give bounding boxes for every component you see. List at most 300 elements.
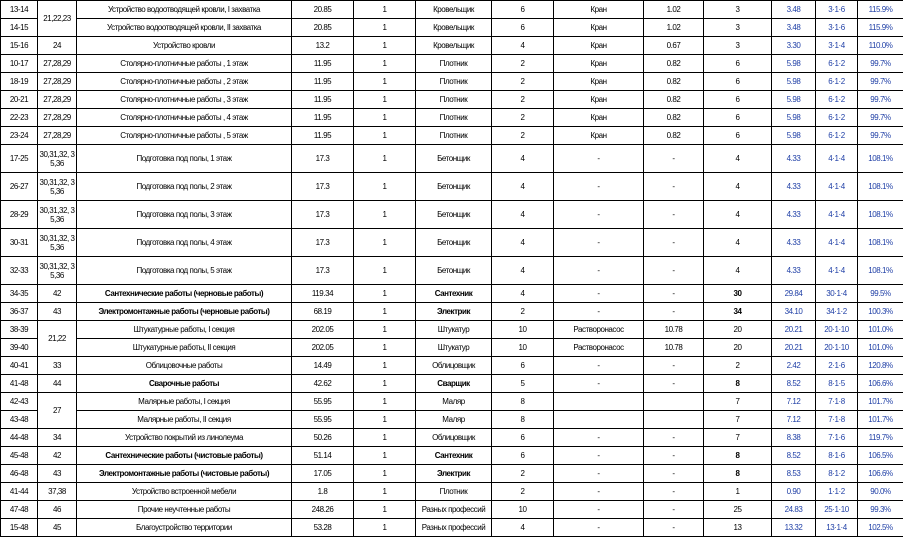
cell-workers: 4 [492,201,554,229]
cell-shift: 1 [354,321,416,339]
cell-prof: Плотник [416,55,492,73]
cell-mach: Кран [554,109,644,127]
cell-num: 32-33 [1,257,38,285]
cell-t2: 30·1·4 [816,285,858,303]
cell-num: 45-48 [1,447,38,465]
cell-volume: 17.3 [292,173,354,201]
cell-mach-val: 0.82 [644,109,704,127]
table-row [1,321,903,339]
cell-days: 6 [704,73,772,91]
table-row [1,127,903,145]
cell-shift: 1 [354,447,416,465]
cell-mach-val: - [644,145,704,173]
cell-shift: 1 [354,375,416,393]
cell-workers: 2 [492,483,554,501]
cell-t1: 7.12 [772,411,816,429]
cell-workers: 4 [492,285,554,303]
cell-mach: - [554,447,644,465]
cell-shift: 1 [354,519,416,537]
cell-t1: 0.90 [772,483,816,501]
cell-workers: 4 [492,145,554,173]
cell-t2: 6·1·2 [816,55,858,73]
cell-mach: Кран [554,19,644,37]
cell-shift: 1 [354,19,416,37]
cell-mach-val: 0.82 [644,91,704,109]
cell-prof: Электрик [416,465,492,483]
cell-mach: - [554,519,644,537]
table-row [1,357,903,375]
cell-t1: 5.98 [772,91,816,109]
cell-days: 6 [704,109,772,127]
cell-t1: 5.98 [772,55,816,73]
cell-workers: 4 [492,229,554,257]
cell-t1: 13.32 [772,519,816,537]
cell-name: Подготовка под полы, 1 этаж [77,145,292,173]
cell-prev: 42 [38,447,77,465]
cell-prof: Облицовщик [416,429,492,447]
cell-pct: 99.7% [858,55,903,73]
cell-t2: 1·1·2 [816,483,858,501]
cell-workers: 2 [492,465,554,483]
table-row [1,73,903,91]
cell-t2: 3·1·6 [816,19,858,37]
cell-workers: 10 [492,321,554,339]
table-row [1,285,903,303]
cell-num: 40-41 [1,357,38,375]
cell-pct: 120.8% [858,357,903,375]
cell-prof: Сварщик [416,375,492,393]
cell-prev: 30,31,32, 35,36 [38,229,77,257]
cell-mach: - [554,465,644,483]
cell-name: Подготовка под полы, 3 этаж [77,201,292,229]
cell-t2: 6·1·2 [816,91,858,109]
cell-name: Столярно-плотничные работы , 3 этаж [77,91,292,109]
cell-t1: 34.10 [772,303,816,321]
cell-prev: 46 [38,501,77,519]
table-row [1,393,903,411]
cell-prof: Маляр [416,393,492,411]
cell-mach-val: - [644,483,704,501]
cell-days: 20 [704,339,772,357]
cell-mach-val: - [644,357,704,375]
cell-t2: 4·1·4 [816,229,858,257]
cell-pct: 99.7% [858,109,903,127]
cell-mach-val: - [644,375,704,393]
cell-volume: 202.05 [292,321,354,339]
cell-days: 7 [704,429,772,447]
cell-days: 8 [704,447,772,465]
cell-shift: 1 [354,429,416,447]
cell-num: 41-48 [1,375,38,393]
cell-t1: 8.53 [772,465,816,483]
cell-name: Столярно-плотничные работы , 5 этаж [77,127,292,145]
cell-t2: 20·1·10 [816,339,858,357]
cell-prof: Маляр [416,411,492,429]
cell-t1: 4.33 [772,145,816,173]
cell-days: 4 [704,145,772,173]
cell-mach: Кран [554,91,644,109]
cell-name: Столярно-плотничные работы , 4 этаж [77,109,292,127]
cell-t2: 7·1·8 [816,393,858,411]
cell-mach: Кран [554,37,644,55]
cell-num: 26-27 [1,173,38,201]
cell-t2: 4·1·4 [816,145,858,173]
cell-t1: 29.84 [772,285,816,303]
cell-prev: 30,31,32, 35,36 [38,201,77,229]
table-row [1,201,903,229]
cell-volume: 42.62 [292,375,354,393]
cell-mach-val: - [644,519,704,537]
cell-t1: 4.33 [772,201,816,229]
cell-mach: - [554,357,644,375]
cell-name: Малярные работы, I секция [77,393,292,411]
cell-name: Устройство водоотводящей кровли, I захватка [77,1,292,19]
cell-prev: 42 [38,285,77,303]
cell-mach-val: - [644,229,704,257]
cell-t2: 4·1·4 [816,201,858,229]
cell-shift: 1 [354,339,416,357]
cell-pct: 119.7% [858,429,903,447]
table-row [1,483,903,501]
cell-num: 38-39 [1,321,38,339]
cell-num: 46-48 [1,465,38,483]
cell-pct: 108.1% [858,145,903,173]
cell-name: Благоустройство территории [77,519,292,537]
cell-volume: 55.95 [292,393,354,411]
cell-t2: 3·1·4 [816,37,858,55]
cell-volume: 11.95 [292,73,354,91]
table-row [1,37,903,55]
cell-prev: 43 [38,465,77,483]
cell-shift: 1 [354,55,416,73]
cell-workers: 8 [492,393,554,411]
cell-mach [554,411,644,429]
cell-mach: - [554,285,644,303]
cell-name: Устройство водоотводящей кровли, II захватка [77,19,292,37]
cell-t1: 2.42 [772,357,816,375]
cell-num: 39-40 [1,339,38,357]
cell-mach-val: 0.82 [644,73,704,91]
cell-workers: 2 [492,109,554,127]
cell-mach: Растворонасос [554,321,644,339]
cell-days: 4 [704,257,772,285]
cell-num: 47-48 [1,501,38,519]
cell-pct: 108.1% [858,201,903,229]
cell-shift: 1 [354,145,416,173]
cell-name: Электромонтажные работы (черновые работы) [77,303,292,321]
cell-volume: 14.49 [292,357,354,375]
cell-num: 13-14 [1,1,38,19]
cell-prev: 27,28,29 [38,55,77,73]
cell-workers: 2 [492,303,554,321]
table-row [1,91,903,109]
cell-t1: 20.21 [772,339,816,357]
cell-name: Сантехнические работы (чистовые работы) [77,447,292,465]
cell-shift: 1 [354,229,416,257]
cell-mach: - [554,173,644,201]
cell-prof: Плотник [416,127,492,145]
cell-name: Облицовочные работы [77,357,292,375]
cell-volume: 51.14 [292,447,354,465]
cell-t2: 8·1·5 [816,375,858,393]
cell-prev: 30,31,32, 35,36 [38,145,77,173]
table-row [1,173,903,201]
cell-days: 3 [704,37,772,55]
table-row [1,55,903,73]
cell-volume: 11.95 [292,127,354,145]
cell-t2: 6·1·2 [816,73,858,91]
table-row [1,411,903,429]
cell-t2: 20·1·10 [816,321,858,339]
cell-t1: 5.98 [772,109,816,127]
cell-volume: 202.05 [292,339,354,357]
cell-shift: 1 [354,37,416,55]
cell-mach-val: 10.78 [644,321,704,339]
cell-pct: 106.6% [858,375,903,393]
cell-mach-val: - [644,447,704,465]
cell-pct: 115.9% [858,1,903,19]
cell-num: 20-21 [1,91,38,109]
cell-workers: 5 [492,375,554,393]
schedule-body [1,1,903,537]
cell-t2: 6·1·2 [816,127,858,145]
cell-days: 3 [704,1,772,19]
cell-volume: 248.26 [292,501,354,519]
cell-days: 20 [704,321,772,339]
cell-days: 30 [704,285,772,303]
cell-num: 15-48 [1,519,38,537]
cell-pct: 101.7% [858,411,903,429]
cell-volume: 53.28 [292,519,354,537]
cell-shift: 1 [354,357,416,375]
cell-prof: Бетонщик [416,257,492,285]
cell-prev: 21,22 [38,321,77,357]
cell-prof: Бетонщик [416,145,492,173]
cell-t2: 34·1·2 [816,303,858,321]
cell-volume: 17.3 [292,145,354,173]
cell-volume: 11.95 [292,55,354,73]
cell-workers: 4 [492,37,554,55]
cell-mach-val: 1.02 [644,1,704,19]
cell-name: Устройство кровли [77,37,292,55]
cell-prev: 30,31,32, 35,36 [38,257,77,285]
cell-mach: - [554,145,644,173]
cell-mach: Растворонасос [554,339,644,357]
table-row [1,447,903,465]
cell-mach: - [554,429,644,447]
cell-prof: Электрик [416,303,492,321]
cell-mach-val: 10.78 [644,339,704,357]
cell-num: 28-29 [1,201,38,229]
cell-volume: 17.3 [292,201,354,229]
cell-num: 15-16 [1,37,38,55]
cell-num: 18-19 [1,73,38,91]
cell-pct: 99.7% [858,91,903,109]
cell-prev: 27,28,29 [38,91,77,109]
cell-t2: 4·1·4 [816,257,858,285]
cell-days: 6 [704,91,772,109]
table-row [1,501,903,519]
cell-workers: 4 [492,519,554,537]
cell-mach: - [554,229,644,257]
cell-days: 6 [704,55,772,73]
cell-shift: 1 [354,483,416,501]
cell-workers: 4 [492,257,554,285]
table-row [1,145,903,173]
cell-t2: 2·1·6 [816,357,858,375]
cell-num: 30-31 [1,229,38,257]
cell-mach-val: - [644,285,704,303]
cell-mach-val: - [644,201,704,229]
cell-mach-val: 0.82 [644,127,704,145]
cell-prof: Сантехник [416,285,492,303]
cell-t2: 7·1·6 [816,429,858,447]
cell-shift: 1 [354,411,416,429]
cell-prof: Сантехник [416,447,492,465]
cell-workers: 6 [492,447,554,465]
cell-days: 13 [704,519,772,537]
cell-pct: 102.5% [858,519,903,537]
cell-name: Сварочные работы [77,375,292,393]
cell-t1: 5.98 [772,73,816,91]
cell-mach: Кран [554,1,644,19]
cell-workers: 6 [492,1,554,19]
cell-days: 2 [704,357,772,375]
cell-num: 36-37 [1,303,38,321]
cell-days: 25 [704,501,772,519]
cell-t1: 3.48 [772,1,816,19]
cell-name: Штукатурные работы, II секция [77,339,292,357]
cell-name: Подготовка под полы, 4 этаж [77,229,292,257]
cell-days: 3 [704,19,772,37]
cell-name: Столярно-плотничные работы , 1 этаж [77,55,292,73]
cell-shift: 1 [354,173,416,201]
cell-pct: 110.0% [858,37,903,55]
cell-pct: 99.3% [858,501,903,519]
cell-t1: 20.21 [772,321,816,339]
cell-t1: 5.98 [772,127,816,145]
cell-volume: 17.3 [292,229,354,257]
cell-name: Устройство встроенной мебели [77,483,292,501]
cell-prev: 33 [38,357,77,375]
cell-workers: 8 [492,411,554,429]
cell-t1: 8.38 [772,429,816,447]
table-row [1,109,903,127]
cell-prof: Кровельщик [416,19,492,37]
cell-pct: 99.5% [858,285,903,303]
cell-shift: 1 [354,501,416,519]
cell-num: 42-43 [1,393,38,411]
cell-t2: 8·1·2 [816,465,858,483]
cell-mach-val: 1.02 [644,19,704,37]
table-row [1,1,903,19]
cell-t2: 4·1·4 [816,173,858,201]
cell-prof: Бетонщик [416,201,492,229]
cell-prof: Плотник [416,483,492,501]
cell-prev: 27,28,29 [38,73,77,91]
cell-days: 6 [704,127,772,145]
cell-days: 8 [704,375,772,393]
cell-days: 8 [704,465,772,483]
cell-mach-val: - [644,173,704,201]
cell-prof: Кровельщик [416,37,492,55]
cell-pct: 106.5% [858,447,903,465]
cell-pct: 106.6% [858,465,903,483]
cell-workers: 2 [492,127,554,145]
cell-prof: Разных профессий [416,519,492,537]
cell-name: Подготовка под полы, 2 этаж [77,173,292,201]
cell-prev: 21,22,23 [38,1,77,37]
cell-volume: 20.85 [292,1,354,19]
cell-volume: 1.8 [292,483,354,501]
table-row [1,229,903,257]
cell-num: 34-35 [1,285,38,303]
cell-pct: 100.3% [858,303,903,321]
cell-t2: 8·1·6 [816,447,858,465]
cell-t2: 3·1·6 [816,1,858,19]
cell-pct: 108.1% [858,173,903,201]
cell-pct: 101.0% [858,339,903,357]
cell-days: 1 [704,483,772,501]
cell-volume: 20.85 [292,19,354,37]
cell-name: Подготовка под полы, 5 этаж [77,257,292,285]
cell-workers: 2 [492,73,554,91]
cell-prev: 27,28,29 [38,127,77,145]
cell-prev: 37,38 [38,483,77,501]
cell-volume: 13.2 [292,37,354,55]
cell-pct: 99.7% [858,73,903,91]
cell-mach-val [644,393,704,411]
cell-workers: 10 [492,501,554,519]
cell-pct: 101.0% [858,321,903,339]
cell-shift: 1 [354,201,416,229]
cell-t2: 6·1·2 [816,109,858,127]
cell-pct: 108.1% [858,229,903,257]
cell-pct: 101.7% [858,393,903,411]
cell-t1: 8.52 [772,447,816,465]
cell-shift: 1 [354,257,416,285]
cell-days: 4 [704,173,772,201]
cell-days: 4 [704,201,772,229]
cell-mach: - [554,303,644,321]
cell-volume: 17.3 [292,257,354,285]
cell-pct: 99.7% [858,127,903,145]
cell-t2: 25·1·10 [816,501,858,519]
cell-workers: 10 [492,339,554,357]
cell-prev: 30,31,32, 35,36 [38,173,77,201]
table-row [1,339,903,357]
cell-num: 14-15 [1,19,38,37]
cell-shift: 1 [354,73,416,91]
cell-name: Сантехнические работы (черновые работы) [77,285,292,303]
cell-volume: 11.95 [292,91,354,109]
cell-mach: - [554,483,644,501]
table-row [1,375,903,393]
cell-volume: 55.95 [292,411,354,429]
cell-workers: 6 [492,19,554,37]
cell-num: 23-24 [1,127,38,145]
cell-name: Малярные работы, II секция [77,411,292,429]
cell-prof: Бетонщик [416,173,492,201]
cell-num: 44-48 [1,429,38,447]
cell-mach-val: - [644,257,704,285]
cell-num: 43-48 [1,411,38,429]
cell-mach [554,393,644,411]
cell-prof: Плотник [416,91,492,109]
cell-prev: 24 [38,37,77,55]
cell-mach-val: - [644,501,704,519]
table-row [1,19,903,37]
